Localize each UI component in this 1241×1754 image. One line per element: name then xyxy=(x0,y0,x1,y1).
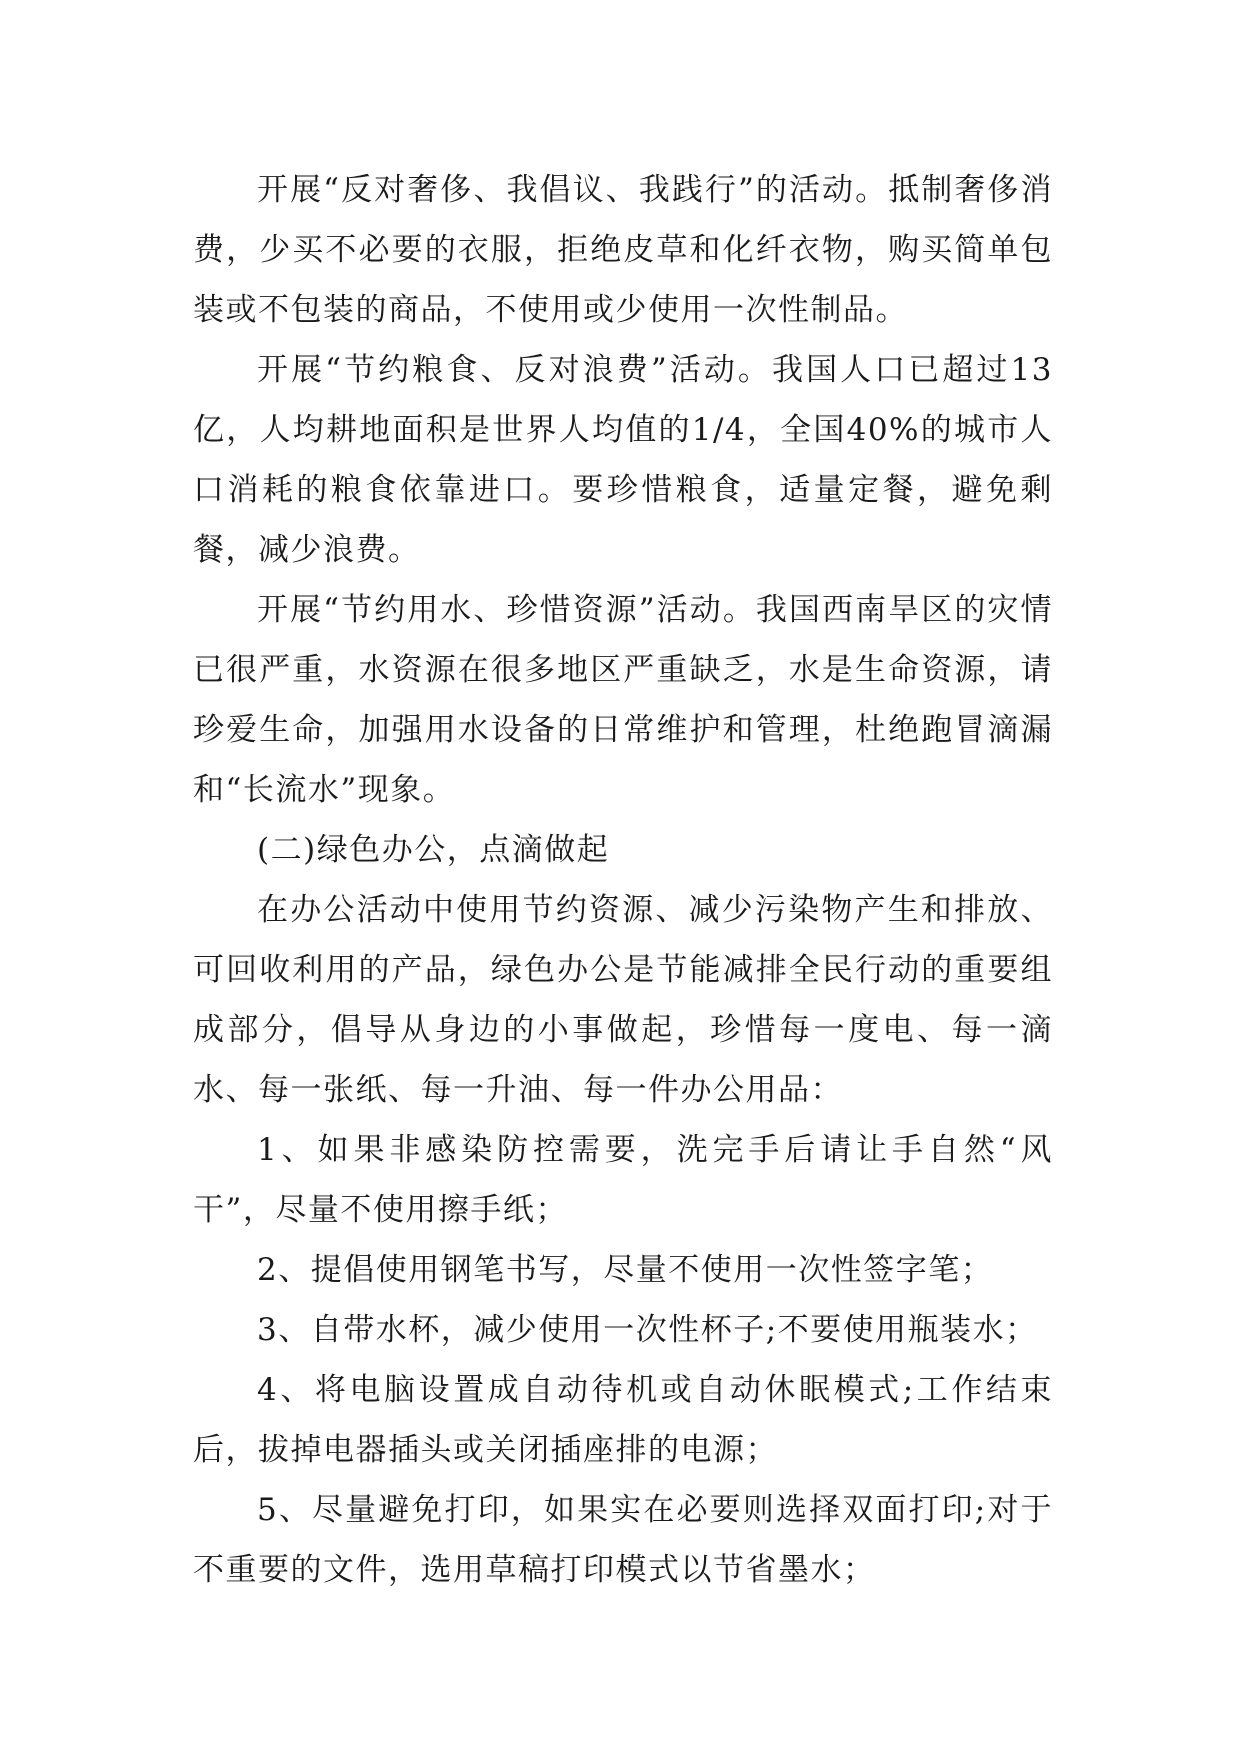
list-item: 2、提倡使用钢笔书写，尽量不使用一次性签字笔； xyxy=(257,1252,994,1288)
paragraph-save-food: 开展“节约粮食、反对浪费”活动。我国人口已超过13亿，人均耕地面积是世界人均值的1/4，全国40%的城市人口消耗的粮食依靠进口。要珍惜粮食，适量定餐，避免剩餐，减少浪费。 xyxy=(193,352,1053,568)
paragraph-anti-extravagance: 开展“反对奢侈、我倡议、我践行”的活动。抵制奢侈消费，少买不必要的衣服，拒绝皮草和化纤衣物，购买简单包装或不包装的商品，不使用或少使用一次性制品。 xyxy=(193,172,1053,328)
list-item: 3、自带水杯，减少使用一次性杯子;不要使用瓶装水； xyxy=(257,1312,1038,1348)
document-page xyxy=(193,160,1053,1600)
list-item: 1、如果非感染防控需要，洗完手后请让手自然“风干”，尽量不使用擦手纸； xyxy=(193,1132,1053,1228)
section-heading: (二)绿色办公，点滴做起 xyxy=(257,832,610,868)
paragraph-green-office-intro: 在办公活动中使用节约资源、减少污染物产生和排放、可回收利用的产品，绿色办公是节能减排全民行动的重要组成部分，倡导从身边的小事做起，珍惜每一度电、每一滴水、每一张纸、每一升油、每一件办公用品： xyxy=(193,892,1053,1108)
list-item: 5、尽量避免打印，如果实在必要则选择双面打印;对于不重要的文件，选用草稿打印模式以节省墨水； xyxy=(193,1492,1053,1588)
list-item: 4、将电脑设置成自动待机或自动休眠模式;工作结束后，拔掉电器插头或关闭插座排的电源； xyxy=(193,1372,1053,1468)
paragraph-save-water: 开展“节约用水、珍惜资源”活动。我国西南旱区的灾情已很严重，水资源在很多地区严重缺乏，水是生命资源，请珍爱生命，加强用水设备的日常维护和管理，杜绝跑冒滴漏和“长流水”现象。 xyxy=(193,592,1053,808)
